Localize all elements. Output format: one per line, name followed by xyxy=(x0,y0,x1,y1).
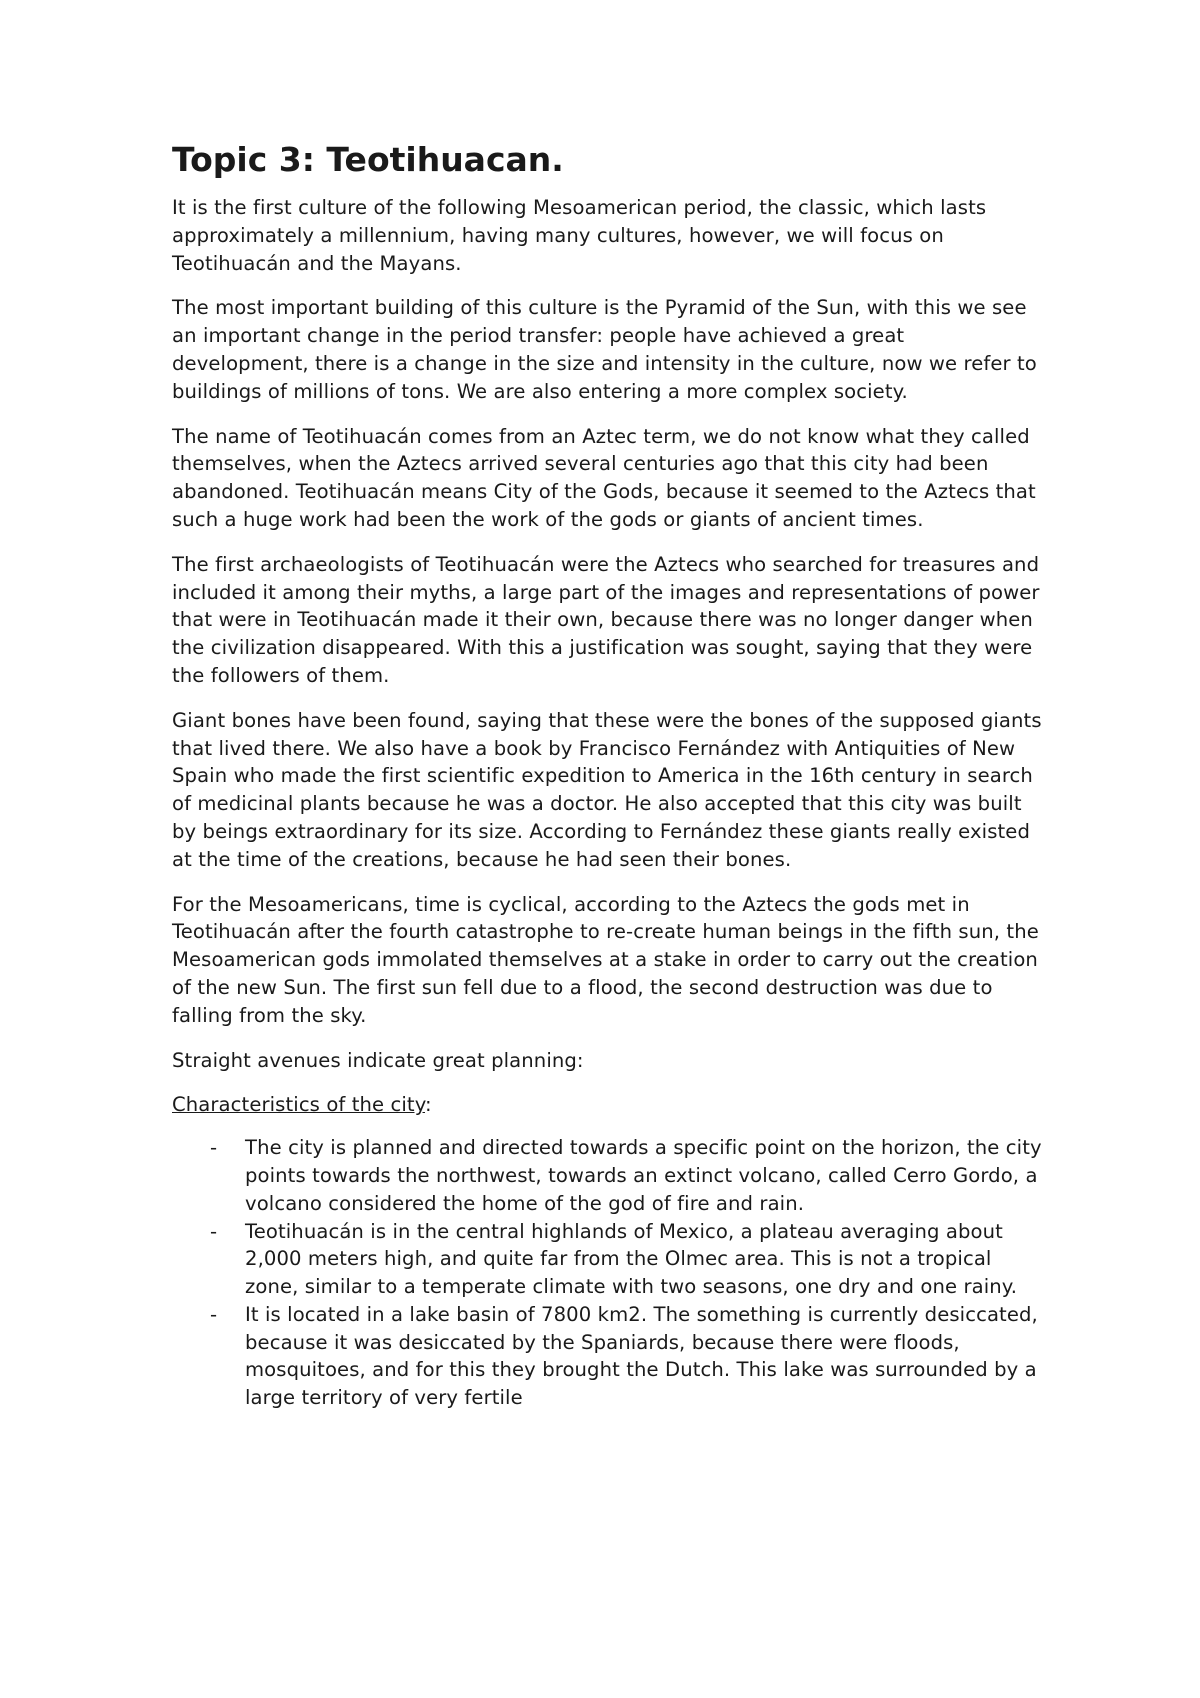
characteristics-heading: Characteristics of the city xyxy=(172,1093,425,1117)
paragraph-pyramid-of-the-sun: The most important building of this culture is the Pyramid of the Sun, with this we see an important change in the period transfer: people have achieved a great development, there is a change in the size and intensity in the culture, now we refer to buildings of millions of tons. We are also entering a more complex society. xyxy=(172,296,1037,403)
list-item-text: Teotihuacán is in the central highlands of Mexico, a plateau averaging about 2,000 meters high, and quite far from the Olmec area. This is not a tropical zone, similar to a temperate climate with two seasons, one dry and one rainy. xyxy=(245,1219,1018,1299)
characteristics-heading-line xyxy=(172,1091,1047,1119)
bullet-dash: - xyxy=(210,1302,218,1326)
list-item-text: It is located in a lake basin of 7800 km2. The something is currently desiccated, because it was desiccated by the Spaniards, because there were floods, mosquitoes, and for this they brought the Dutch. This lake was surrounded by a large territory of very fertile xyxy=(245,1302,1038,1410)
paragraph-straight-avenues: Straight avenues indicate great planning: xyxy=(172,1048,584,1072)
characteristics-list xyxy=(172,1134,1047,1412)
list-item xyxy=(172,1218,1047,1301)
paragraph-cyclical-time: For the Mesoamericans, time is cyclical, according to the Aztecs the gods met in Teotihuacán after the fourth catastrophe to re-create human beings in the fifth sun, the Mesoamerican gods immolated themselves at a stake in order to carry out the creation of the new Sun. The first sun fell due to a flood, the second destruction was due to falling from the sky. xyxy=(172,892,1039,1027)
paragraph-first-archaeologists: The first archaeologists of Teotihuacán were the Aztecs who searched for treasures and included it among their myths, a large part of the images and representations of power that were in Teotihuacán made it their own, because there was no longer danger when the civilization disappeared. With this a justification was sought, saying that they were the followers of them. xyxy=(172,552,1040,687)
paragraph-giant-bones: Giant bones have been found, saying that these were the bones of the supposed giants that lived there. We also have a book by Francisco Fernández with Antiquities of New Spain who made the first scientific expedition to America in the 16th century in search of medicinal plants because he was a doctor. He also accepted that this city was built by beings extraordinary for its size. According to Fernández these giants really existed at the time of the creations, because he had seen their bones. xyxy=(172,708,1042,871)
paragraph-intro: It is the first culture of the following Mesoamerican period, the classic, which lasts approximately a millennium, having many cultures, however, we will focus on Teotihuacán and the Mayans. xyxy=(172,196,987,275)
list-item-text: The city is planned and directed towards a specific point on the horizon, the city points towards the northwest, towards an extinct volcano, called Cerro Gordo, a volcano considered the home of the god of fire and rain. xyxy=(245,1136,1042,1215)
list-item xyxy=(172,1301,1047,1412)
paragraph-name-origin: The name of Teotihuacán comes from an Aztec term, we do not know what they called themselves, when the Aztecs arrived several centuries ago that this city had been abandoned. Teotihuacán means City of the Gods, because it seemed to the Aztecs that such a huge work had been the work of the gods or giants of ancient times. xyxy=(172,424,1036,531)
characteristics-heading-colon: : xyxy=(425,1093,432,1117)
bullet-dash: - xyxy=(210,1136,218,1160)
bullet-dash: - xyxy=(210,1219,218,1243)
document-body xyxy=(172,140,1047,1412)
document-title: Topic 3: Teotihuacan. xyxy=(172,140,564,179)
list-item xyxy=(172,1134,1047,1217)
